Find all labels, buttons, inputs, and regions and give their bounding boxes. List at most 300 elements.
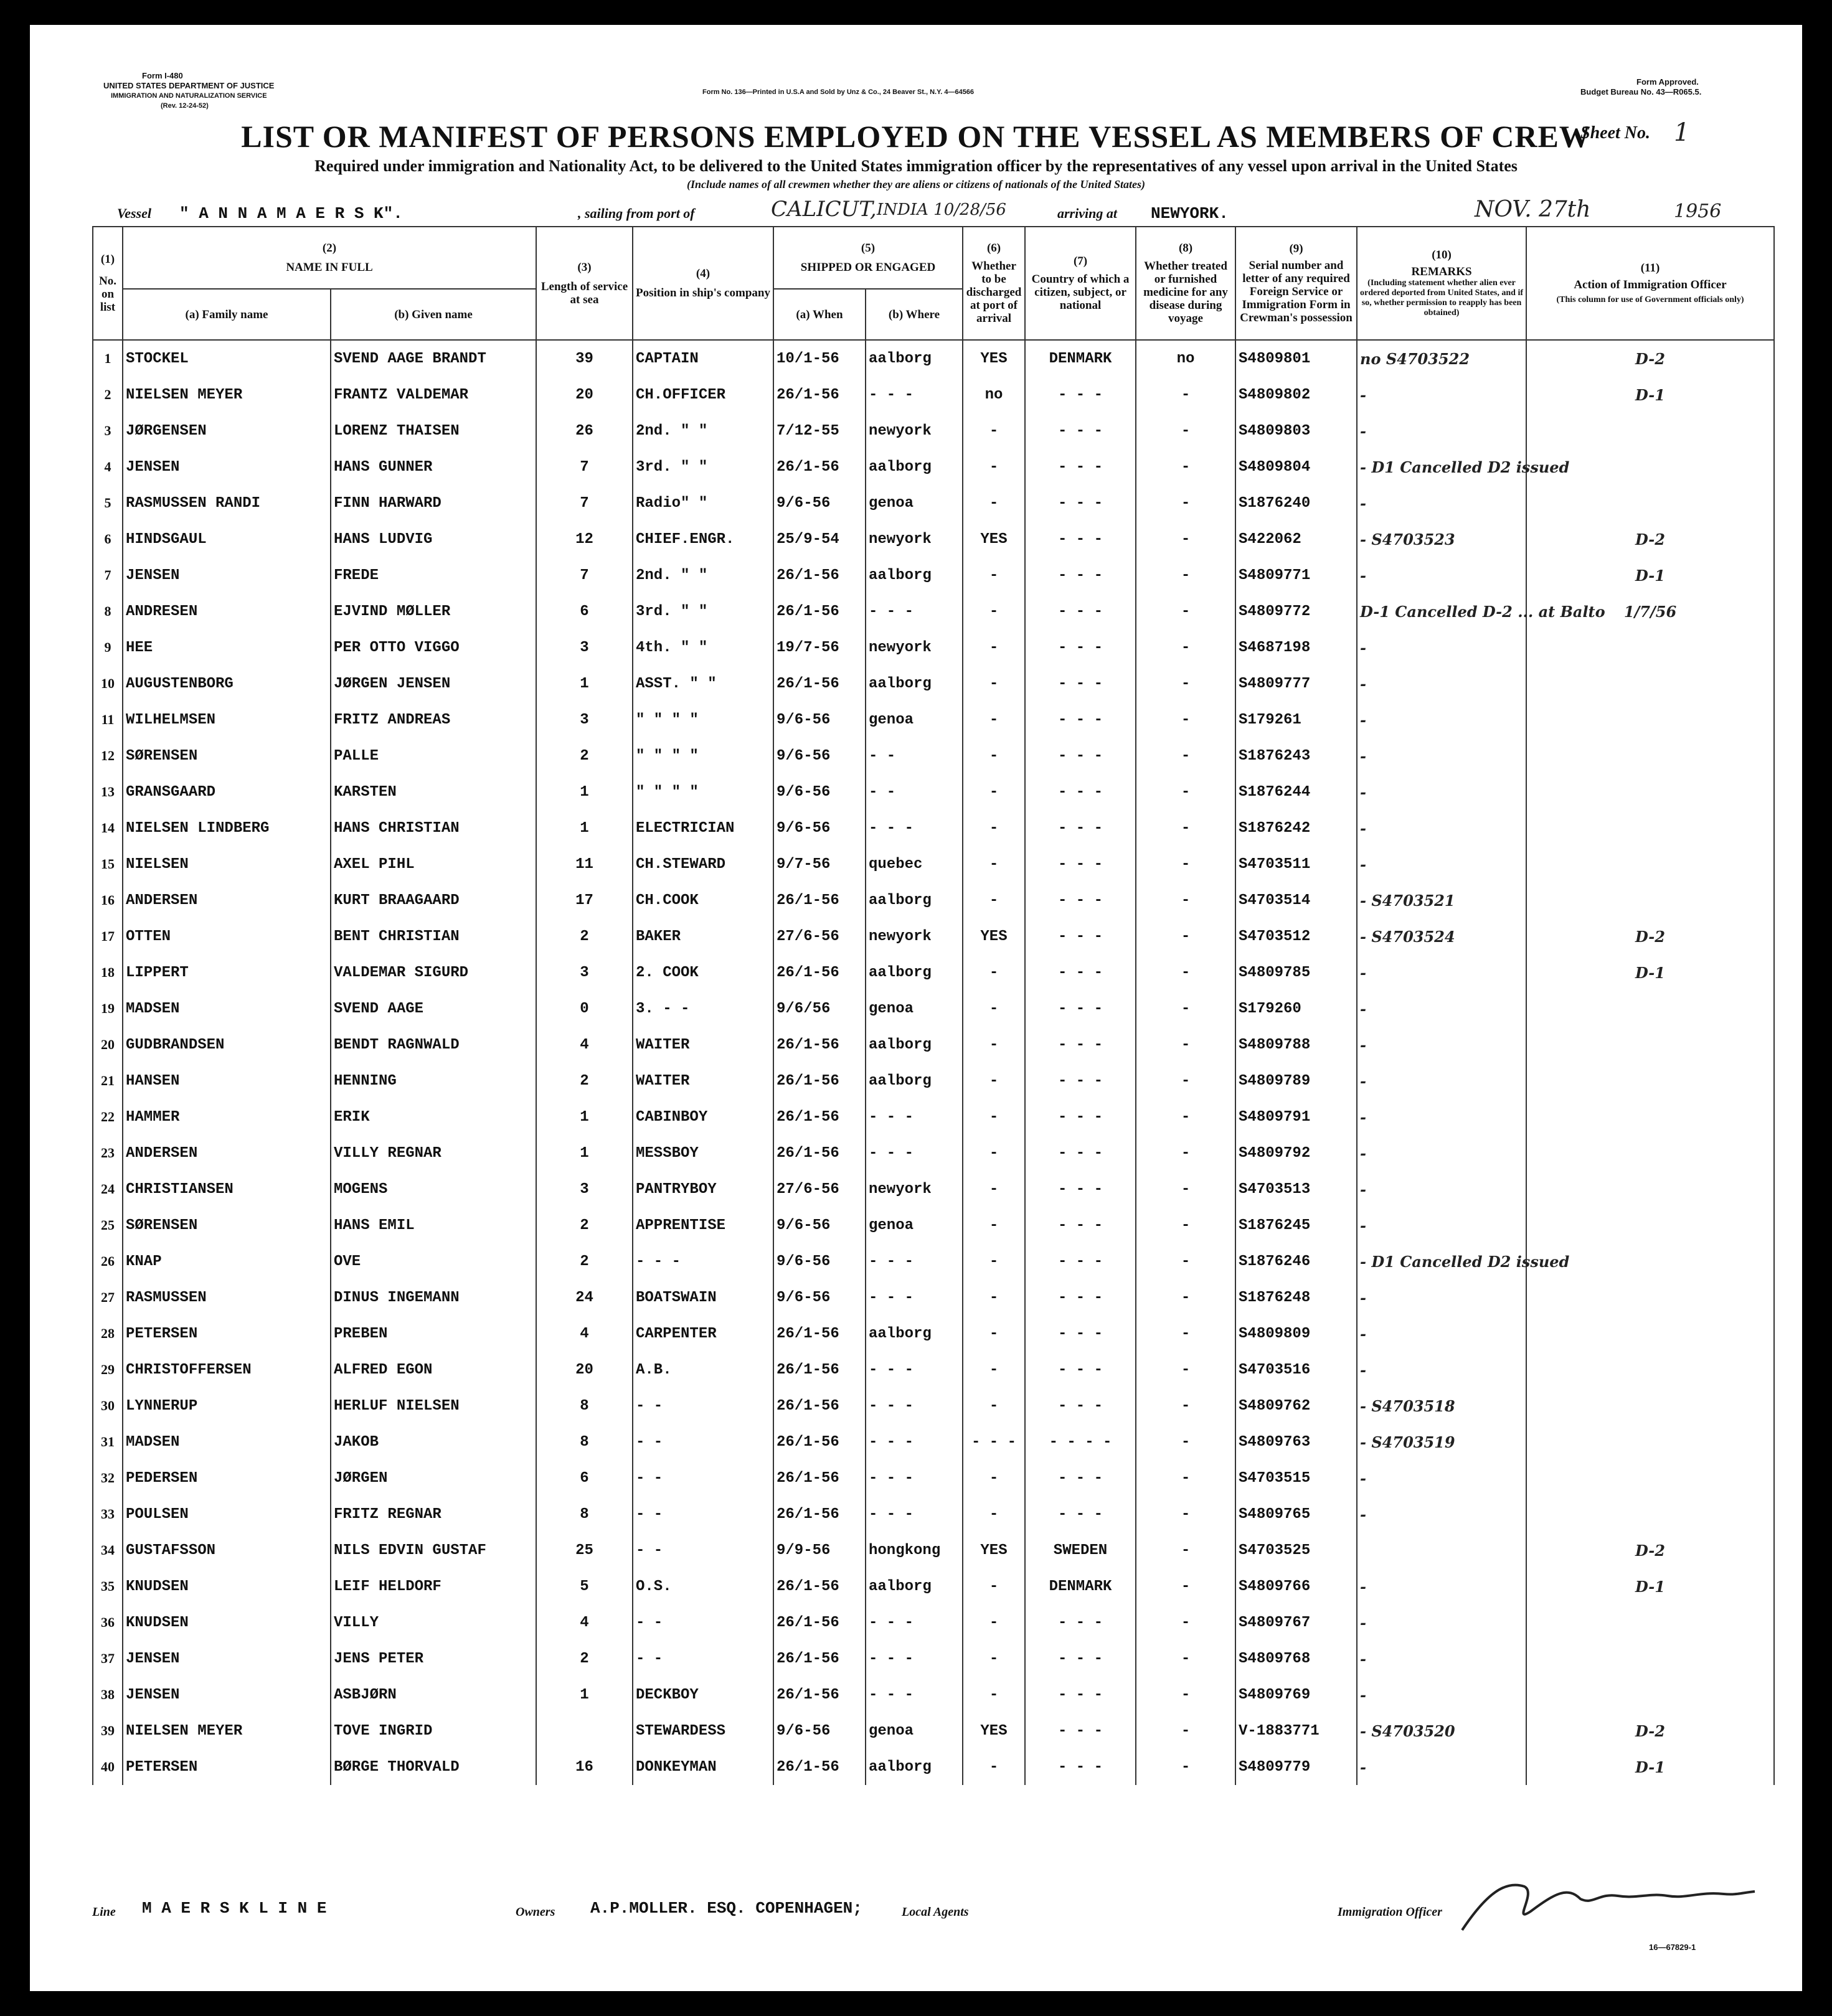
length-of-service-cell: 1 [536, 774, 633, 810]
row-number-cell: 40 [93, 1749, 123, 1785]
officer-label: Immigration Officer [1338, 1905, 1442, 1919]
discharged-cell: - [963, 1099, 1025, 1135]
shipped-where-cell: genoa [866, 991, 963, 1027]
row-number-cell: 4 [93, 449, 123, 485]
country-cell: - - - [1025, 1677, 1136, 1713]
serial-number-cell: S4809767 [1235, 1604, 1357, 1641]
length-of-service-cell: 1 [536, 1677, 633, 1713]
discharged-cell: - [963, 629, 1025, 666]
discharged-cell: - [963, 557, 1025, 593]
shipped-where-cell: - - - [866, 1099, 963, 1135]
position-cell: - - [633, 1388, 773, 1424]
country-cell: - - - [1025, 991, 1136, 1027]
medicine-cell: - [1136, 1713, 1235, 1749]
shipped-where-cell: - - - [866, 1460, 963, 1496]
family-name-cell: OTTEN [123, 918, 331, 954]
position-cell: - - [633, 1496, 773, 1532]
medicine-cell: - [1136, 1568, 1235, 1604]
family-name-cell: KNAP [123, 1243, 331, 1279]
row-number-cell: 8 [93, 593, 123, 629]
length-of-service-cell: 7 [536, 485, 633, 521]
position-cell: CAPTAIN [633, 340, 773, 377]
given-name-cell: BENT CHRISTIAN [331, 918, 536, 954]
serial-number-cell: S1876246 [1235, 1243, 1357, 1279]
remarks-cell: - [1357, 1027, 1526, 1063]
length-of-service-cell: 4 [536, 1316, 633, 1352]
country-cell: - - - [1025, 377, 1136, 413]
discharged-cell: - [963, 1135, 1025, 1171]
country-cell: - - - [1025, 738, 1136, 774]
medicine-cell: - [1136, 810, 1235, 846]
table-row [93, 593, 1774, 629]
medicine-cell: - [1136, 738, 1235, 774]
col-name-header: (2) NAME IN FULL [123, 227, 536, 289]
port-country-date: INDIA 10/28/56 [877, 200, 1006, 219]
table-row [93, 1749, 1774, 1785]
shipped-when-cell: 26/1-56 [773, 882, 866, 918]
length-of-service-cell: 6 [536, 593, 633, 629]
country-cell: - - - [1025, 593, 1136, 629]
discharged-cell: - [963, 593, 1025, 629]
discharged-cell: - [963, 449, 1025, 485]
row-number-cell: 30 [93, 1388, 123, 1424]
family-name-cell: JENSEN [123, 1677, 331, 1713]
officer-action-cell [1526, 485, 1774, 521]
shipped-when-cell: 10/1-56 [773, 340, 866, 377]
discharged-cell: - [963, 702, 1025, 738]
given-name-cell: KURT BRAAGAARD [331, 882, 536, 918]
table-row [93, 1604, 1774, 1641]
given-name-cell: ALFRED EGON [331, 1352, 536, 1388]
given-name-cell: KARSTEN [331, 774, 536, 810]
length-of-service-cell: 1 [536, 1135, 633, 1171]
shipped-where-cell: - - - [866, 377, 963, 413]
length-of-service-cell: 4 [536, 1604, 633, 1641]
officer-action-cell: D-2 [1526, 1713, 1774, 1749]
discharged-cell: - [963, 1279, 1025, 1316]
discharged-cell: - [963, 774, 1025, 810]
serial-number-cell: S4809802 [1235, 377, 1357, 413]
remarks-cell: no S4703522 [1357, 340, 1526, 377]
row-number-cell: 32 [93, 1460, 123, 1496]
officer-signature [1450, 1868, 1761, 1943]
row-number-cell: 15 [93, 846, 123, 882]
shipped-where-cell: aalborg [866, 1063, 963, 1099]
position-cell: O.S. [633, 1568, 773, 1604]
medicine-cell: - [1136, 1460, 1235, 1496]
country-cell: - - - [1025, 557, 1136, 593]
shipped-where-cell: aalborg [866, 449, 963, 485]
service: IMMIGRATION AND NATURALIZATION SERVICE [111, 92, 267, 100]
position-cell: 4th. " " [633, 629, 773, 666]
length-of-service-cell: 25 [536, 1532, 633, 1568]
table-row [93, 1388, 1774, 1424]
table-row [93, 1677, 1774, 1713]
given-name-cell: HERLUF NIELSEN [331, 1388, 536, 1424]
serial-number-cell: S4809765 [1235, 1496, 1357, 1532]
table-row [93, 629, 1774, 666]
given-name-cell: AXEL PIHL [331, 846, 536, 882]
vessel-name: " A N N A M A E R S K". [179, 204, 403, 223]
given-name-cell: HANS CHRISTIAN [331, 810, 536, 846]
officer-action-cell [1526, 702, 1774, 738]
sheet-number: 1 [1674, 118, 1690, 147]
table-row [93, 521, 1774, 557]
arrival-port: NEWYORK. [1151, 204, 1229, 223]
serial-number-cell: S4809804 [1235, 449, 1357, 485]
family-name-cell: NIELSEN MEYER [123, 377, 331, 413]
shipped-where-cell: newyork [866, 629, 963, 666]
row-number-cell: 31 [93, 1424, 123, 1460]
position-cell: PANTRYBOY [633, 1171, 773, 1207]
officer-action-cell [1526, 1677, 1774, 1713]
remarks-cell: - S4703520 [1357, 1713, 1526, 1749]
family-name-cell: NIELSEN [123, 846, 331, 882]
budget-bureau: Budget Bureau No. 43—R065.5. [1580, 87, 1702, 97]
serial-number-cell: S4809779 [1235, 1749, 1357, 1785]
family-name-cell: JENSEN [123, 449, 331, 485]
given-name-cell: BENDT RAGNWALD [331, 1027, 536, 1063]
shipped-when-cell: 26/1-56 [773, 1316, 866, 1352]
length-of-service-cell: 0 [536, 991, 633, 1027]
serial-number-cell: S4809788 [1235, 1027, 1357, 1063]
shipped-when-cell: 9/6-56 [773, 1243, 866, 1279]
shipped-where-cell: - - - [866, 1135, 963, 1171]
length-of-service-cell: 16 [536, 1749, 633, 1785]
page-title: LIST OR MANIFEST OF PERSONS EMPLOYED ON THE VESSEL AS MEMBERS OF CREW [241, 119, 1591, 154]
shipped-when-cell: 9/7-56 [773, 846, 866, 882]
serial-number-cell: S4703513 [1235, 1171, 1357, 1207]
family-name-cell: HANSEN [123, 1063, 331, 1099]
remarks-cell: - [1357, 702, 1526, 738]
shipped-when-cell: 26/1-56 [773, 1568, 866, 1604]
family-name-cell: POULSEN [123, 1496, 331, 1532]
medicine-cell: - [1136, 449, 1235, 485]
country-cell: - - - [1025, 1604, 1136, 1641]
country-cell: - - - [1025, 1352, 1136, 1388]
country-cell: - - - [1025, 1460, 1136, 1496]
row-number-cell: 11 [93, 702, 123, 738]
position-cell: 2. COOK [633, 954, 773, 991]
table-row [93, 449, 1774, 485]
row-number-cell: 9 [93, 629, 123, 666]
sailing-label: , sailing from port of [578, 205, 695, 221]
discharged-cell: - [963, 1027, 1025, 1063]
row-number-cell: 3 [93, 413, 123, 449]
remarks-cell: - [1357, 1171, 1526, 1207]
serial-number-cell: S179260 [1235, 991, 1357, 1027]
discharged-cell: - [963, 882, 1025, 918]
position-cell: A.B. [633, 1352, 773, 1388]
family-name-cell: SØRENSEN [123, 738, 331, 774]
country-cell: - - - [1025, 1749, 1136, 1785]
remarks-cell: - D1 Cancelled D2 issued [1357, 449, 1526, 485]
table-row [93, 1279, 1774, 1316]
row-number-cell: 22 [93, 1099, 123, 1135]
table-row [93, 1135, 1774, 1171]
shipped-where-cell: - - - [866, 1352, 963, 1388]
shipped-when-cell: 26/1-56 [773, 1099, 866, 1135]
row-number-cell: 5 [93, 485, 123, 521]
discharged-cell: - [963, 1063, 1025, 1099]
shipped-when-cell: 9/6/56 [773, 991, 866, 1027]
crew-table [92, 226, 1775, 1785]
family-name-cell: MADSEN [123, 991, 331, 1027]
family-name-cell: ANDRESEN [123, 593, 331, 629]
serial-number-cell: S4703511 [1235, 846, 1357, 882]
remarks-cell: - [1357, 1352, 1526, 1388]
family-name-cell: JENSEN [123, 1641, 331, 1677]
medicine-cell: - [1136, 774, 1235, 810]
medicine-cell: no [1136, 340, 1235, 377]
shipped-when-cell: 26/1-56 [773, 1063, 866, 1099]
table-row [93, 954, 1774, 991]
row-number-cell: 24 [93, 1171, 123, 1207]
length-of-service-cell: 2 [536, 1243, 633, 1279]
shipped-when-cell: 26/1-56 [773, 1352, 866, 1388]
remarks-cell: - [1357, 485, 1526, 521]
country-cell: - - - [1025, 1243, 1136, 1279]
discharged-cell: YES [963, 918, 1025, 954]
serial-number-cell: S4809768 [1235, 1641, 1357, 1677]
shipped-where-cell: genoa [866, 1713, 963, 1749]
shipped-when-cell: 26/1-56 [773, 666, 866, 702]
length-of-service-cell: 2 [536, 1207, 633, 1243]
shipped-when-cell: 26/1-56 [773, 1749, 866, 1785]
remarks-cell: - [1357, 1099, 1526, 1135]
medicine-cell: - [1136, 593, 1235, 629]
medicine-cell: - [1136, 1352, 1235, 1388]
col-medicine-header: (8) Whether treated or furnished medicine for any disease during voyage [1136, 227, 1235, 340]
medicine-cell: - [1136, 1243, 1235, 1279]
length-of-service-cell: 17 [536, 882, 633, 918]
shipped-where-cell: aalborg [866, 1749, 963, 1785]
remarks-cell: - [1357, 1207, 1526, 1243]
officer-action-cell [1526, 1027, 1774, 1063]
serial-number-cell: S4809769 [1235, 1677, 1357, 1713]
given-name-cell: VILLY [331, 1604, 536, 1641]
given-name-cell: HANS LUDVIG [331, 521, 536, 557]
officer-action-cell: D-2 [1526, 521, 1774, 557]
discharged-cell: - [963, 1677, 1025, 1713]
shipped-when-cell: 26/1-56 [773, 1460, 866, 1496]
country-cell: - - - [1025, 413, 1136, 449]
table-row [93, 1713, 1774, 1749]
shipped-where-cell: aalborg [866, 557, 963, 593]
family-name-cell: RASMUSSEN RANDI [123, 485, 331, 521]
shipped-when-cell: 26/1-56 [773, 954, 866, 991]
family-name-cell: ANDERSEN [123, 882, 331, 918]
country-cell: - - - [1025, 918, 1136, 954]
position-cell: " " " " [633, 738, 773, 774]
shipped-where-cell: - - - [866, 593, 963, 629]
shipped-where-cell: - - - [866, 1388, 963, 1424]
medicine-cell: - [1136, 1207, 1235, 1243]
medicine-cell: - [1136, 846, 1235, 882]
row-number-cell: 10 [93, 666, 123, 702]
length-of-service-cell: 1 [536, 810, 633, 846]
shipped-when-cell: 26/1-56 [773, 1027, 866, 1063]
officer-action-cell [1526, 1099, 1774, 1135]
family-name-cell: NIELSEN LINDBERG [123, 810, 331, 846]
serial-number-cell: S4809785 [1235, 954, 1357, 991]
row-number-cell: 27 [93, 1279, 123, 1316]
table-row [93, 413, 1774, 449]
table-row [93, 1243, 1774, 1279]
arriving-label: arriving at [1057, 205, 1117, 221]
family-name-cell: CHRISTIANSEN [123, 1171, 331, 1207]
table-row [93, 1496, 1774, 1532]
given-name-cell: SVEND AAGE [331, 991, 536, 1027]
length-of-service-cell: 1 [536, 1099, 633, 1135]
given-name-cell: FRANTZ VALDEMAR [331, 377, 536, 413]
table-row [93, 1316, 1774, 1352]
country-cell: - - - [1025, 1316, 1136, 1352]
table-row [93, 340, 1774, 377]
country-cell: - - - [1025, 1063, 1136, 1099]
shipped-when-cell: 26/1-56 [773, 1424, 866, 1460]
officer-action-cell [1526, 629, 1774, 666]
serial-number-cell: S422062 [1235, 521, 1357, 557]
country-cell: - - - [1025, 846, 1136, 882]
col-where-header: (b) Where [866, 289, 963, 340]
table-row [93, 1207, 1774, 1243]
discharged-cell: no [963, 377, 1025, 413]
given-name-cell: VILLY REGNAR [331, 1135, 536, 1171]
family-name-cell: JØRGENSEN [123, 413, 331, 449]
country-cell: - - - [1025, 954, 1136, 991]
row-number-cell: 33 [93, 1496, 123, 1532]
table-row [93, 991, 1774, 1027]
row-number-cell: 25 [93, 1207, 123, 1243]
length-of-service-cell: 5 [536, 1568, 633, 1604]
owners-label: Owners [516, 1905, 555, 1919]
shipped-where-cell: aalborg [866, 954, 963, 991]
officer-action-cell [1526, 1496, 1774, 1532]
table-row [93, 882, 1774, 918]
shipped-when-cell: 26/1-56 [773, 1135, 866, 1171]
discharged-cell: - [963, 1496, 1025, 1532]
medicine-cell: - [1136, 1279, 1235, 1316]
shipped-when-cell: 9/6-56 [773, 774, 866, 810]
row-number-cell: 39 [93, 1713, 123, 1749]
medicine-cell: - [1136, 1099, 1235, 1135]
position-cell: - - [633, 1532, 773, 1568]
length-of-service-cell: 2 [536, 1641, 633, 1677]
length-of-service-cell: 11 [536, 846, 633, 882]
row-number-cell: 1 [93, 340, 123, 377]
remarks-cell: - [1357, 1279, 1526, 1316]
manifest-sheet [30, 25, 1802, 1991]
discharged-cell: - [963, 1460, 1025, 1496]
country-cell: - - - [1025, 774, 1136, 810]
serial-number-cell: S4809792 [1235, 1135, 1357, 1171]
shipped-where-cell: - - - [866, 1243, 963, 1279]
given-name-cell: HANS EMIL [331, 1207, 536, 1243]
length-of-service-cell: 1 [536, 666, 633, 702]
family-name-cell: SØRENSEN [123, 1207, 331, 1243]
serial-number-cell: S4703514 [1235, 882, 1357, 918]
medicine-cell: - [1136, 1027, 1235, 1063]
shipped-where-cell: - - - [866, 1279, 963, 1316]
country-cell: - - - [1025, 1135, 1136, 1171]
remarks-cell: - [1357, 991, 1526, 1027]
position-cell: - - [633, 1641, 773, 1677]
medicine-cell: - [1136, 1604, 1235, 1641]
shipped-where-cell: aalborg [866, 666, 963, 702]
table-row [93, 1532, 1774, 1568]
shipped-where-cell: newyork [866, 521, 963, 557]
shipped-when-cell: 26/1-56 [773, 1496, 866, 1532]
officer-action-cell [1526, 413, 1774, 449]
discharged-cell: YES [963, 340, 1025, 377]
shipped-where-cell: - - - [866, 1641, 963, 1677]
medicine-cell: - [1136, 521, 1235, 557]
shipped-when-cell: 26/1-56 [773, 1388, 866, 1424]
position-cell: WAITER [633, 1063, 773, 1099]
country-cell: - - - [1025, 449, 1136, 485]
family-name-cell: NIELSEN MEYER [123, 1713, 331, 1749]
row-number-cell: 35 [93, 1568, 123, 1604]
table-row [93, 1171, 1774, 1207]
serial-number-cell: S4809766 [1235, 1568, 1357, 1604]
serial-number-cell: S4703516 [1235, 1352, 1357, 1388]
col-action-header: (11) Action of Immigration Officer (This column for use of Government officials only) [1526, 227, 1774, 340]
arrival-date: NOV. 27th [1475, 197, 1591, 222]
row-number-cell: 7 [93, 557, 123, 593]
country-cell: SWEDEN [1025, 1532, 1136, 1568]
discharged-cell: YES [963, 1713, 1025, 1749]
position-cell: 3. - - [633, 991, 773, 1027]
remarks-cell: - [1357, 413, 1526, 449]
remarks-cell: - [1357, 810, 1526, 846]
given-name-cell: PALLE [331, 738, 536, 774]
row-number-cell: 18 [93, 954, 123, 991]
col-when-header: (a) When [773, 289, 866, 340]
col-given-header: (b) Given name [331, 289, 536, 340]
remarks-cell [1357, 1532, 1526, 1568]
length-of-service-cell: 26 [536, 413, 633, 449]
family-name-cell: WILHELMSEN [123, 702, 331, 738]
medicine-cell: - [1136, 1171, 1235, 1207]
remarks-cell: - [1357, 1316, 1526, 1352]
medicine-cell: - [1136, 666, 1235, 702]
shipped-when-cell: 19/7-56 [773, 629, 866, 666]
medicine-cell: - [1136, 918, 1235, 954]
position-cell: BOATSWAIN [633, 1279, 773, 1316]
given-name-cell: LEIF HELDORF [331, 1568, 536, 1604]
position-cell: CHIEF.ENGR. [633, 521, 773, 557]
serial-number-cell: S4703525 [1235, 1532, 1357, 1568]
family-name-cell: STOCKEL [123, 340, 331, 377]
position-cell: APPRENTISE [633, 1207, 773, 1243]
country-cell: - - - [1025, 521, 1136, 557]
row-number-cell: 12 [93, 738, 123, 774]
given-name-cell: NILS EDVIN GUSTAF [331, 1532, 536, 1568]
table-row [93, 1352, 1774, 1388]
table-row [93, 1641, 1774, 1677]
remarks-cell: - [1357, 1604, 1526, 1641]
col-length-header: (3) Length of service at sea [536, 227, 633, 340]
given-name-cell: MOGENS [331, 1171, 536, 1207]
officer-action-cell [1526, 1135, 1774, 1171]
col-family-header: (a) Family name [123, 289, 331, 340]
length-of-service-cell: 3 [536, 629, 633, 666]
given-name-cell: HANS GUNNER [331, 449, 536, 485]
port-of-departure: CALICUT, [771, 197, 877, 222]
row-number-cell: 13 [93, 774, 123, 810]
discharged-cell: YES [963, 521, 1025, 557]
